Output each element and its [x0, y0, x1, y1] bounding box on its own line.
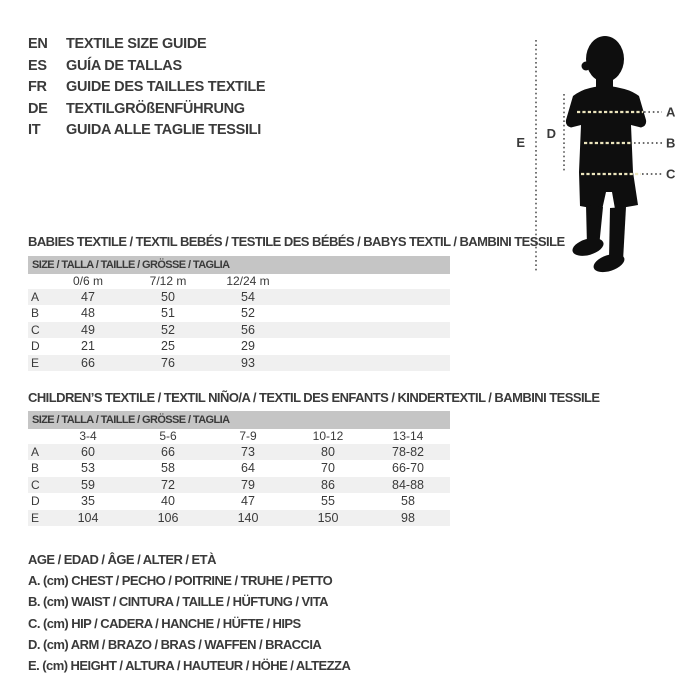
- row-filler: [288, 338, 450, 355]
- table-cell: 53: [81, 461, 95, 476]
- table-cell: 86: [321, 477, 335, 492]
- column-header: 7/12 m: [149, 274, 187, 288]
- table-cell: 84-88: [392, 477, 424, 492]
- legend-line: C. (cm) HIP / CADERA / HANCHE / HÜFTE / HIPS: [28, 615, 301, 631]
- row-label: C: [31, 477, 40, 492]
- label-d: D: [546, 126, 556, 141]
- row-label: A: [31, 444, 40, 459]
- table-cell: 59: [81, 477, 95, 492]
- table-cell: 104: [77, 510, 99, 525]
- row-label: E: [31, 510, 40, 525]
- measurement-legend: [28, 549, 350, 676]
- column-header: 3-4: [79, 429, 97, 443]
- row-label: A: [31, 289, 40, 304]
- children-section-title: CHILDREN’S TEXTILE / TEXTIL NIÑO/A / TEXTIL DES ENFANTS / KINDERTEXTIL / BAMBINI TESSILE: [28, 390, 600, 405]
- table-cell: 66-70: [392, 461, 424, 476]
- language-code: IT: [28, 122, 41, 138]
- column-header: 5-6: [159, 429, 177, 443]
- table-cell: 64: [241, 461, 255, 476]
- column-header: 13-14: [392, 429, 424, 443]
- table-cell: 78-82: [392, 444, 424, 459]
- babies-column-headers: [28, 274, 450, 289]
- language-list: [28, 34, 265, 142]
- babies-section-title: BABIES TEXTILE / TEXTIL BEBÉS / TESTILE DES BÉBÉS / BABYS TEXTIL / BAMBINI TESSILE: [28, 234, 565, 249]
- table-cell: 55: [321, 494, 335, 509]
- table-row: [28, 322, 450, 339]
- row-filler: [448, 444, 450, 461]
- language-row: [28, 34, 265, 56]
- table-cell: 80: [321, 444, 335, 459]
- table-cell: 60: [81, 444, 95, 459]
- legend-line: B. (cm) WAIST / CINTURA / TAILLE / HÜFTUNG / VITA: [28, 594, 328, 610]
- table-row: [28, 305, 450, 322]
- table-cell: 52: [161, 322, 175, 337]
- table-cell: 25: [161, 339, 175, 354]
- label-e: E: [516, 135, 525, 150]
- label-a: A: [666, 104, 676, 120]
- legend-line: A. (cm) CHEST / PECHO / POITRINE / TRUHE / PETTO: [28, 573, 333, 589]
- language-row: [28, 77, 265, 99]
- table-cell: 66: [161, 444, 175, 459]
- table-cell: 73: [241, 444, 255, 459]
- row-label: B: [31, 306, 40, 321]
- row-filler: [288, 322, 450, 339]
- table-cell: 66: [81, 355, 95, 370]
- child-silhouette: [566, 36, 646, 275]
- table-cell: 58: [401, 494, 415, 509]
- table-row: [28, 444, 450, 461]
- table-cell: 50: [161, 289, 175, 304]
- children-column-headers: [28, 429, 450, 444]
- children-size-header-bar: SIZE / TALLA / TAILLE / GRÖSSE / TAGLIA: [28, 411, 450, 429]
- table-cell: 47: [241, 494, 255, 509]
- children-rows: [28, 444, 450, 527]
- table-cell: 21: [81, 339, 95, 354]
- language-code: FR: [28, 79, 47, 95]
- legend-line: AGE / EDAD / ÂGE / ALTER / ETÀ: [28, 552, 216, 567]
- table-cell: 72: [161, 477, 175, 492]
- empty-corner-cell: [28, 429, 48, 444]
- table-cell: 79: [241, 477, 255, 492]
- table-cell: 106: [157, 510, 179, 525]
- language-label: GUÍA DE TALLAS: [66, 57, 182, 74]
- children-size-table: [28, 411, 450, 526]
- table-cell: 54: [241, 289, 255, 304]
- row-filler: [448, 493, 450, 510]
- row-label: D: [31, 494, 40, 509]
- legend-line: D. (cm) ARM / BRAZO / BRAS / WAFFEN / BRACCIA: [28, 636, 322, 652]
- language-label: GUIDE DES TAILLES TEXTILE: [66, 79, 266, 95]
- label-b: B: [666, 135, 676, 151]
- table-cell: 93: [241, 355, 255, 370]
- table-cell: 52: [241, 306, 255, 321]
- language-code: ES: [28, 57, 47, 74]
- table-cell: 150: [317, 510, 339, 525]
- table-cell: 49: [81, 322, 95, 337]
- table-cell: 48: [81, 306, 95, 321]
- empty-corner-cell: [28, 274, 48, 289]
- language-label: TEXTILGRÖßENFÜHRUNG: [66, 100, 245, 117]
- table-cell: 51: [161, 306, 175, 321]
- row-label: D: [31, 339, 40, 354]
- row-filler: [448, 510, 450, 527]
- legend-line: E. (cm) HEIGHT / ALTURA / HAUTEUR / HÖHE / ALTEZZA: [28, 657, 351, 673]
- table-cell: 58: [161, 461, 175, 476]
- table-cell: 29: [241, 339, 255, 354]
- table-row: [28, 510, 450, 527]
- row-filler: [288, 289, 450, 306]
- language-row: [28, 99, 265, 121]
- babies-size-table: [28, 256, 450, 371]
- table-row: [28, 477, 450, 494]
- language-row: [28, 56, 265, 78]
- table-cell: 35: [81, 494, 95, 509]
- table-row: [28, 289, 450, 306]
- babies-rows: [28, 289, 450, 372]
- column-header: 0/6 m: [72, 274, 103, 288]
- table-row: [28, 493, 450, 510]
- babies-size-header-bar: SIZE / TALLA / TAILLE / GRÖSSE / TAGLIA: [28, 256, 450, 274]
- row-filler: [288, 355, 450, 372]
- language-label: TEXTILE SIZE GUIDE: [66, 36, 207, 52]
- row-label: E: [31, 355, 40, 370]
- table-cell: 70: [321, 461, 335, 476]
- language-label: GUIDA ALLE TAGLIE TESSILI: [66, 122, 261, 138]
- table-cell: 76: [161, 355, 175, 370]
- table-row: [28, 460, 450, 477]
- row-filler: [448, 460, 450, 477]
- row-label: C: [31, 322, 40, 337]
- row-filler: [288, 305, 450, 322]
- table-cell: 56: [241, 322, 255, 337]
- column-header: 10-12: [312, 429, 344, 443]
- table-cell: 98: [401, 510, 415, 525]
- table-cell: 47: [81, 289, 95, 304]
- language-row: [28, 120, 265, 142]
- table-cell: 40: [161, 494, 175, 509]
- column-header: 12/24 m: [226, 274, 270, 288]
- table-row: [28, 338, 450, 355]
- table-cell: 140: [237, 510, 259, 525]
- label-c: C: [666, 166, 676, 182]
- language-code: DE: [28, 100, 48, 117]
- table-row: [28, 355, 450, 372]
- row-filler: [448, 477, 450, 494]
- column-header: 7-9: [239, 429, 257, 443]
- row-label: B: [31, 461, 40, 476]
- language-code: EN: [28, 36, 48, 52]
